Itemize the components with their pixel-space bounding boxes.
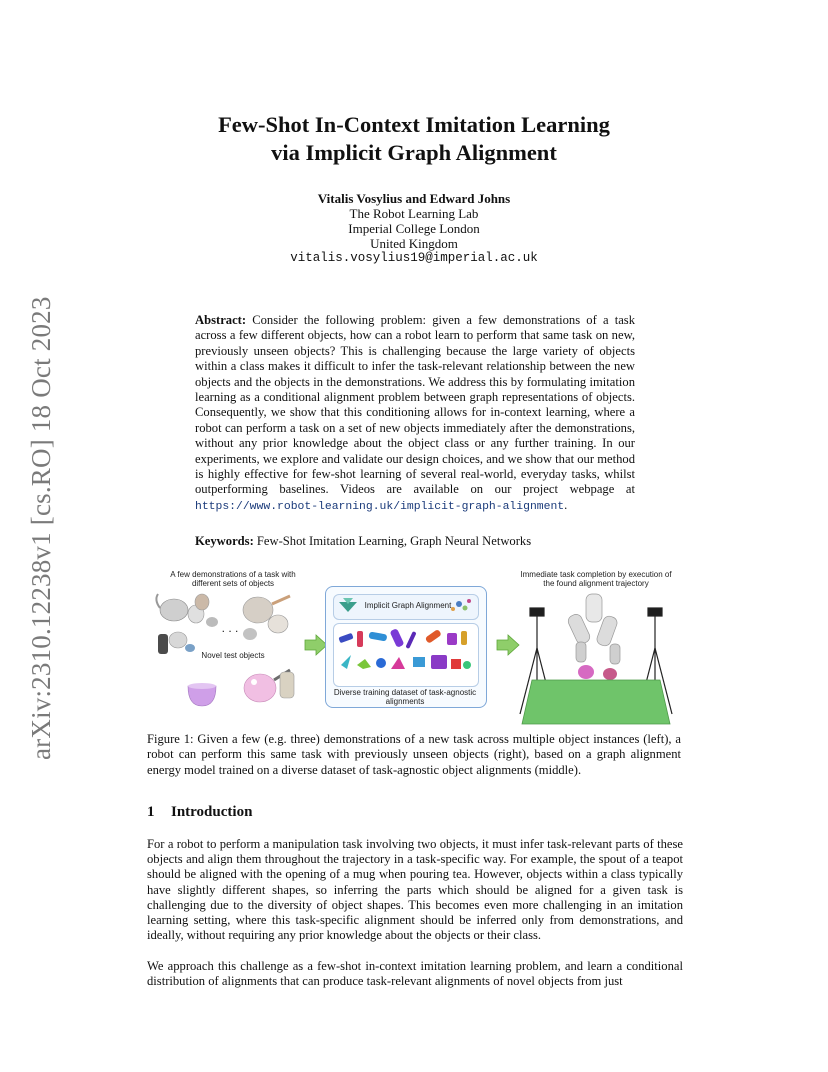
section-number: 1 — [147, 804, 155, 820]
figure-novel-label: Novel test objects — [201, 651, 265, 660]
paper-title-line-1: Few-Shot In-Context Imitation Learning — [218, 112, 610, 137]
author-email[interactable]: vitalis.vosylius19@imperial.ac.uk — [290, 251, 538, 265]
demo-teapot-3 — [243, 596, 290, 640]
author-lab: The Robot Learning Lab — [349, 206, 479, 221]
demo-objects-illustration — [150, 588, 318, 708]
intro-paragraph-2: We approach this challenge as a few-shot in-context imitation learning problem, and learn a conditional distribution of alignments that can produce task-relevant alignments of novel objects from just — [147, 959, 683, 989]
paper-title-line-2: via Implicit Graph Alignment — [271, 140, 557, 165]
arxiv-identifier: arXiv:2310.12238v1 [cs.RO] 18 Oct 2023 — [26, 296, 56, 760]
keywords — [195, 534, 635, 549]
intro-paragraph-1: For a robot to perform a manipulation task involving two objects, it must infer task-relevant parts of these objects and align them throughout the trajectory in a task-specific way. For example, the spout of a teapot should be aligned with the opening of a mug when pouring tea. However, objects within a class typically have slightly different shapes, so inferring the parts which should be aligned for a given task is challenging due to the diversity of object shapes. This becomes even more challenging in an imitation learning setting, where this task-specific alignment should be inferred only from demonstrations, and ideally, without requiring any prior knowledge about the objects or their class. — [147, 837, 683, 943]
novel-objects — [188, 670, 294, 706]
author-block — [100, 191, 728, 266]
author-names: Vitalis Vosylius and Edward Johns — [317, 191, 511, 206]
abstract — [195, 313, 635, 515]
robot-execution-illustration — [514, 588, 678, 734]
demo-teapot-1 — [156, 594, 218, 627]
manipulated-objects — [578, 665, 617, 680]
project-webpage-link[interactable]: https://www.robot-learning.uk/implicit-graph-alignment — [195, 500, 565, 513]
figure-ellipsis: . . . — [221, 621, 239, 635]
figure-demos-label: A few demonstrations of a task with different sets of objects — [170, 570, 296, 588]
robot-arm — [566, 594, 620, 664]
section-heading — [147, 804, 252, 821]
author-country: United Kingdom — [370, 236, 458, 251]
figure-completion-label: Immediate task completion by execution of the found alignment trajectory — [520, 570, 672, 588]
green-table — [522, 680, 670, 724]
author-institution: Imperial College London — [348, 221, 480, 236]
figure-dataset-label: Diverse training dataset of task-agnostic alignments — [333, 688, 477, 706]
figure-1 — [148, 566, 682, 734]
abstract-label: Abstract: — [195, 313, 247, 327]
implicit-graph-icons — [335, 596, 475, 616]
keywords-label: Keywords: — [195, 534, 254, 548]
keywords-text: Few-Shot Imitation Learning, Graph Neural Networks — [256, 534, 532, 548]
figure-caption: Figure 1: Given a few (e.g. three) demonstrations of a new task across multiple object instances (left), a robot can perform this same task with previously unseen objects (right), based on a graph alignment energy model trained on a diverse dataset of task-agnostic object alignments (middle). — [147, 732, 681, 777]
abstract-text: Consider the following problem: given a few demonstrations of a task across a few different objects, how can a robot learn to perform that same task on new, previously unseen objects? This is challenging because the large variety of objects within a class makes it difficult to infer the task-relevant relationship between the new objects and the objects in the demonstrations. We address this by formulating imitation learning as a conditional alignment problem between graph representations of objects. Consequently, we show that this conditioning allows for in-context learning, where a robot can perform a task on a set of new objects immediately after the demonstrations, without any prior knowledge about the object class or any further training. In our experiments, we explore and validate our design choices, and we show that our method is highly effective for few-shot learning of several real-world, everyday tasks, whilst outperforming baselines. Videos are available on our project webpage at — [195, 313, 635, 497]
abstract-end: . — [564, 497, 568, 512]
figure-implicit-graph-label: Implicit Graph Alignment — [364, 601, 452, 610]
training-dataset-shapes — [335, 625, 475, 683]
section-title: Introduction — [171, 804, 253, 820]
paper-title — [100, 111, 728, 167]
